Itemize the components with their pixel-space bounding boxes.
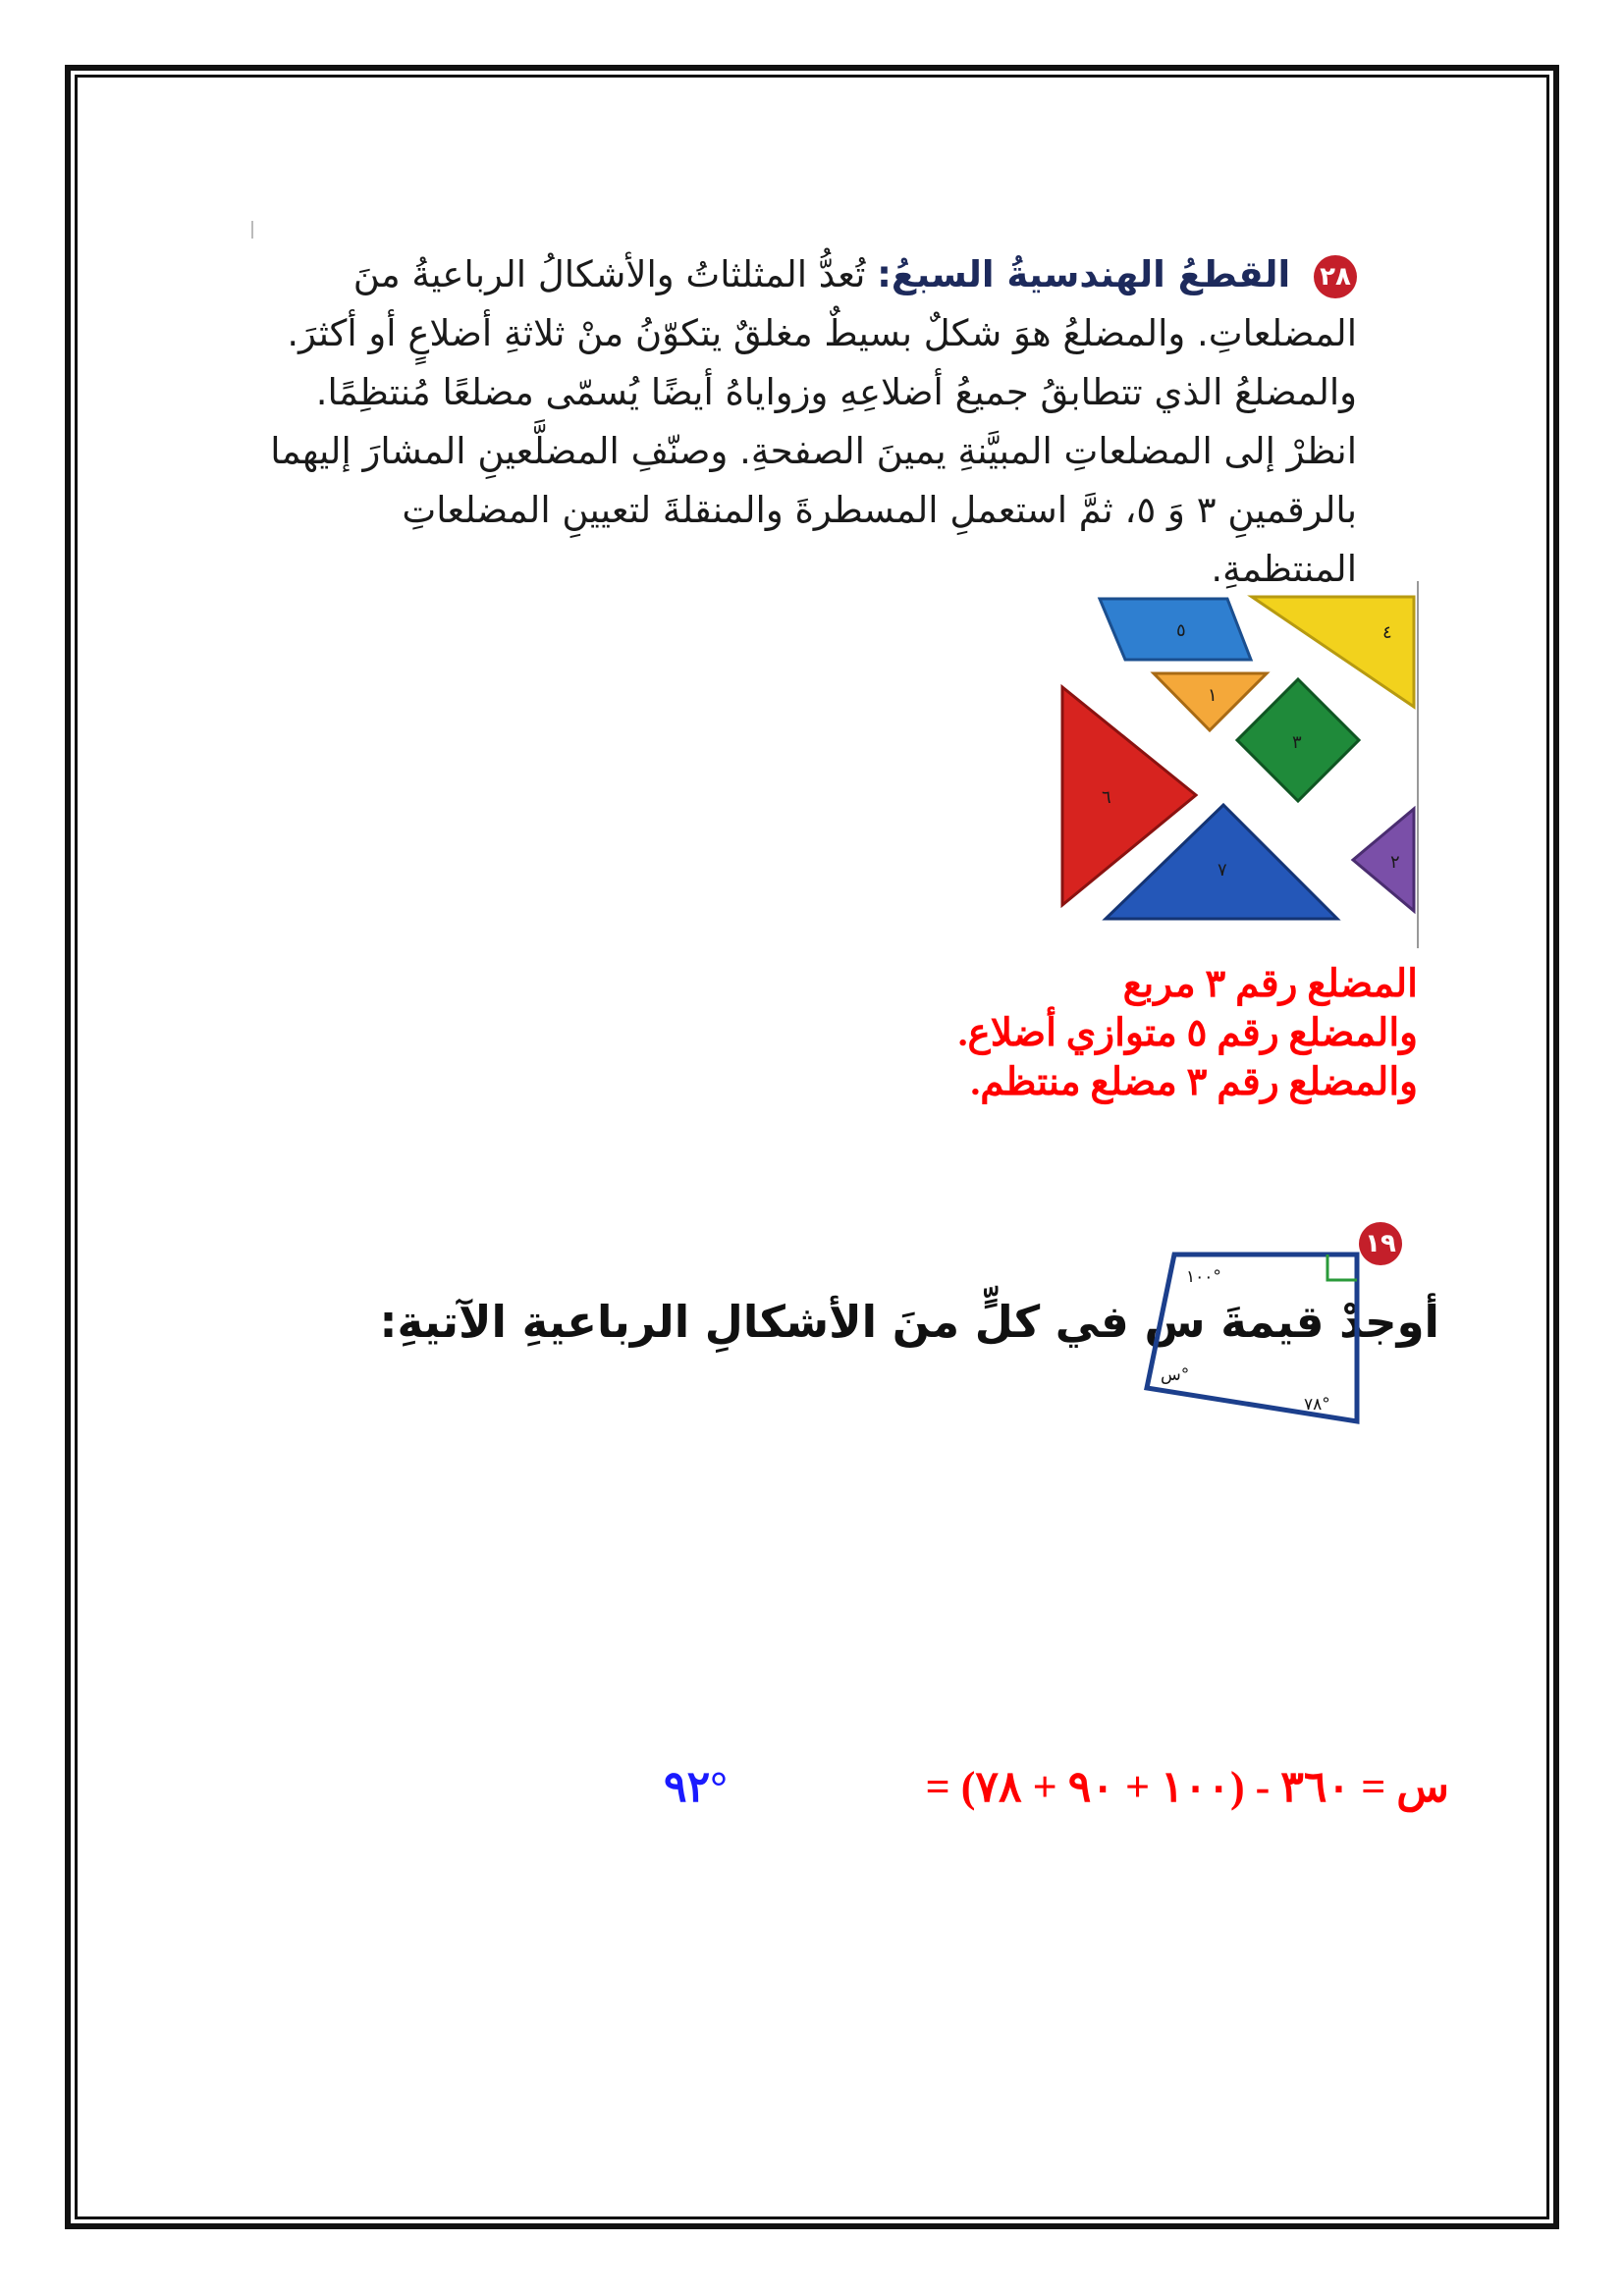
equation-lhs: س = ٣٦٠ - (١٠٠ + ٩٠ + ٧٨) = [925, 1763, 1449, 1811]
problem-number-badge-19: ١٩ [1359, 1222, 1402, 1265]
angle-label-100: ١٠٠° [1186, 1267, 1221, 1287]
equation-line [664, 1762, 1449, 1821]
tangram-figure [1041, 581, 1422, 948]
angle-label-x: س° [1161, 1365, 1190, 1385]
answer-block-28 [534, 960, 1418, 1107]
instruction-heading: أوجدْ قيمةَ س في كلٍّ منَ الأشكالِ الرباعيةِ الآتيةِ: [379, 1296, 1439, 1348]
margin-mark [251, 221, 253, 239]
tangram-piece-4 [1252, 597, 1414, 707]
problem-paragraph: تُعدُّ المثلثاتُ والأشكالُ الرباعيةُ منَ المضلعاتِ. والمضلعُ هوَ شكلٌ بسيطٌ مغلقٌ يتكوّنُ منْ ثلاثةِ أضلاعٍ أو أكثرَ. والمضلعُ الذي تتطابقُ جميعُ أضلاعِهِ وزواياهُ أيضًا يُسمّى مضلعًا مُنتظِمًا. انظرْ إلى المضلعاتِ المبيَّنةِ يمينَ الصفحةِ. وصنّفِ المضلَّعينِ المشارَ إليهما بالرقمينِ ٣ وَ ٥، ثمَّ استعملِ المسطرةَ والمنقلةَ لتعيينِ المضلعاتِ المنتظمةِ. [270, 253, 1357, 590]
tangram-piece-2 [1353, 809, 1414, 911]
quadrilateral-figure [1129, 1245, 1375, 1431]
angle-label-78: ٧٨° [1304, 1395, 1330, 1415]
tangram-label-2: ٢ [1390, 852, 1400, 873]
tangram-label-6: ٦ [1102, 787, 1111, 808]
answer-line-1: المضلع رقم ٣ مربع [1122, 963, 1418, 1005]
tangram-label-7: ٧ [1218, 860, 1227, 881]
tangram-piece-5 [1100, 599, 1251, 660]
answer-line-3: والمضلع رقم ٣ مضلع منتظم. [970, 1061, 1418, 1103]
answer-line-2: والمضلع رقم ٥ متوازي أضلاع. [957, 1012, 1418, 1054]
right-angle-marker [1327, 1255, 1357, 1280]
tangram-label-1: ١ [1208, 685, 1218, 706]
problem-28 [247, 245, 1357, 599]
problem-title: القطعُ الهندسيةُ السبعُ: [877, 253, 1291, 295]
tangram-label-5: ٥ [1176, 620, 1186, 641]
problem-number-badge: ٢٨ [1314, 255, 1357, 298]
tangram-label-4: ٤ [1382, 622, 1392, 643]
equation-result: ٩٢° [664, 1763, 728, 1811]
tangram-label-3: ٣ [1292, 732, 1302, 753]
